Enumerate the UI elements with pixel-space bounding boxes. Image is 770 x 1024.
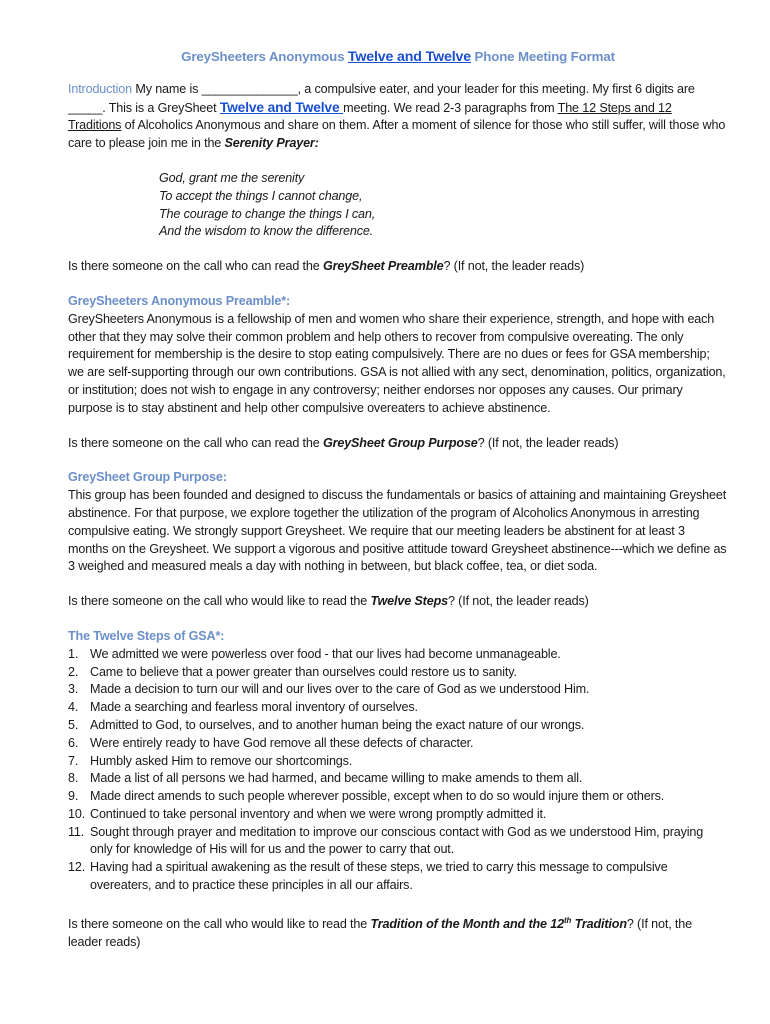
step-number: 1. [68, 646, 79, 661]
step-number: 2. [68, 664, 79, 679]
question-text: Is there someone on the call who would like to read the [68, 917, 371, 932]
title-link[interactable]: Twelve and Twelve [347, 49, 471, 65]
step-number: 4. [68, 700, 79, 715]
page-title [68, 48, 728, 67]
question-text: ? (If not, the leader reads) [68, 917, 692, 949]
step-number: 6. [68, 735, 79, 750]
question-emphasis: Twelve Steps [370, 594, 448, 609]
twelve-steps-list [68, 646, 728, 895]
purpose-question [68, 435, 728, 453]
step-text: Made a list of all persons we had harmed, and became willing to make amends to them all. [90, 771, 583, 786]
list-item [68, 717, 728, 735]
question-text: Is there someone on the call who would like to read the [68, 594, 371, 609]
twelve-and-twelve-link[interactable]: Twelve and Twelve [219, 99, 344, 115]
prayer-line: To accept the things I cannot change, [159, 188, 363, 203]
list-item [68, 735, 728, 753]
intro-text: of Alcoholics Anonymous and share on them. After a moment of silence for those who still suffer, will those who care to please join me in the [68, 118, 726, 151]
tradition-question [68, 912, 728, 952]
purpose-text: This group has been founded and designed to discuss the fundamentals or basics of attaining and maintaining Greysheet abstinence. For that purpose, we explore together the utilization of the program of Alcoholics Anonymous in arresting compulsive eating. We strongly support Greysheet. We require that our meeting leaders be abstinent for at least 3 months on the Greysheet. We support a vigorous and positive attitude toward Greysheet abstinence---which we define as 3 weighed and measured meals a day with nothing in between, but black coffee, tea, or diet soda. [68, 488, 727, 574]
step-number: 11. [68, 824, 85, 839]
step-text: Made a searching and fearless moral inventory of ourselves. [90, 700, 418, 715]
intro-text: meeting. We read 2-3 paragraphs from [343, 100, 558, 115]
title-text: GreySheeters Anonymous [181, 49, 348, 64]
question-text: Is there someone on the call who can read the [68, 435, 323, 450]
step-text: Humbly asked Him to remove our shortcomings. [90, 753, 353, 768]
step-text: Were entirely ready to have God remove all these defects of character. [90, 735, 474, 750]
list-item [68, 859, 728, 895]
step-text: Made a decision to turn our will and our lives over to the care of God as we understood Him. [90, 682, 590, 697]
book-title: The 12 Steps and 12 Traditions [68, 100, 672, 133]
list-item [68, 770, 728, 788]
meeting-format [68, 48, 728, 952]
preamble-text: GreySheeters Anonymous is a fellowship of men and women who share their experience, strength, and hope with each other that they may solve their common problem and help others to recover from compulsive overeating. The only requirement for membership is the desire to stop eating compulsively. There are no dues or fees for GSA membership; we are self-supporting through our own contributions. GSA is not allied with any sect, denomination, politics, organization, or institution; does not wish to engage in any controversy; neither endorses nor opposes any causes. Our primary purpose is to stay abstinent and help other compulsive overeaters to achieve abstinence. [68, 311, 726, 415]
steps-question [68, 593, 728, 611]
introduction-label: Introduction [68, 81, 133, 96]
list-item [68, 824, 728, 860]
step-number: 9. [68, 789, 79, 804]
question-text: Is there someone on the call who can read the [68, 259, 323, 274]
introduction-paragraph [68, 81, 728, 153]
list-item [68, 806, 728, 824]
step-text: Having had a spiritual awakening as the result of these steps, we tried to carry this message to compulsive overeaters, and to practice these principles in all our affairs. [90, 860, 668, 893]
list-item [68, 788, 728, 806]
prayer-line: God, grant me the serenity [159, 170, 305, 185]
step-number: 7. [68, 753, 79, 768]
question-emphasis: GreySheet Group Purpose [322, 435, 478, 450]
step-number: 3. [68, 682, 79, 697]
serenity-prayer-label: Serenity Prayer [224, 136, 315, 151]
preamble-section [68, 293, 728, 418]
list-item [68, 699, 728, 717]
step-text: Admitted to God, to ourselves, and to another human being the exact nature of our wrongs. [90, 717, 585, 732]
question-text: ? (If not, the leader reads) [477, 435, 619, 450]
question-text: ? (If not, the leader reads) [447, 594, 589, 609]
steps-heading: The Twelve Steps of GSA*: [68, 628, 225, 643]
step-number: 8. [68, 771, 79, 786]
preamble-heading: GreySheeters Anonymous Preamble*: [68, 293, 291, 308]
intro-text: : [314, 136, 319, 151]
question-emphasis: Tradition of the Month and the 12 [370, 917, 564, 932]
list-item [68, 753, 728, 771]
purpose-heading: GreySheet Group Purpose: [68, 470, 227, 485]
prayer-line: And the wisdom to know the difference. [159, 224, 374, 239]
intro-text: My name is ______________, a compulsive eater, and your leader for this meeting. My first 6 digits are _____. This is a GreySheet [68, 81, 695, 115]
list-item [68, 681, 728, 699]
list-item [68, 646, 728, 664]
serenity-prayer [159, 170, 728, 241]
step-number: 10. [68, 806, 86, 821]
list-item [68, 664, 728, 682]
purpose-section [68, 469, 728, 576]
title-text-end: Phone Meeting Format [470, 49, 615, 64]
question-text: ? (If not, the leader reads) [443, 259, 585, 274]
prayer-line: The courage to change the things I can, [159, 206, 376, 221]
preamble-question [68, 258, 728, 276]
step-text: Continued to take personal inventory and when we were wrong promptly admitted it. [90, 806, 547, 821]
step-text: Came to believe that a power greater than ourselves could restore us to sanity. [90, 664, 517, 679]
question-emphasis: GreySheet Preamble [322, 259, 444, 274]
step-text: We admitted we were powerless over food - that our lives had become unmanageable. [90, 646, 561, 661]
question-emphasis: Tradition [571, 917, 627, 932]
step-number: 12. [68, 860, 86, 875]
step-text: Sought through prayer and meditation to improve our conscious contact with God as we understood Him, praying only for knowledge of His will for us and the power to carry that out. [90, 824, 704, 857]
step-text: Made direct amends to such people wherever possible, except when to do so would injure them or others. [90, 789, 665, 804]
step-number: 5. [68, 717, 79, 732]
ordinal-suffix: th [563, 915, 572, 925]
